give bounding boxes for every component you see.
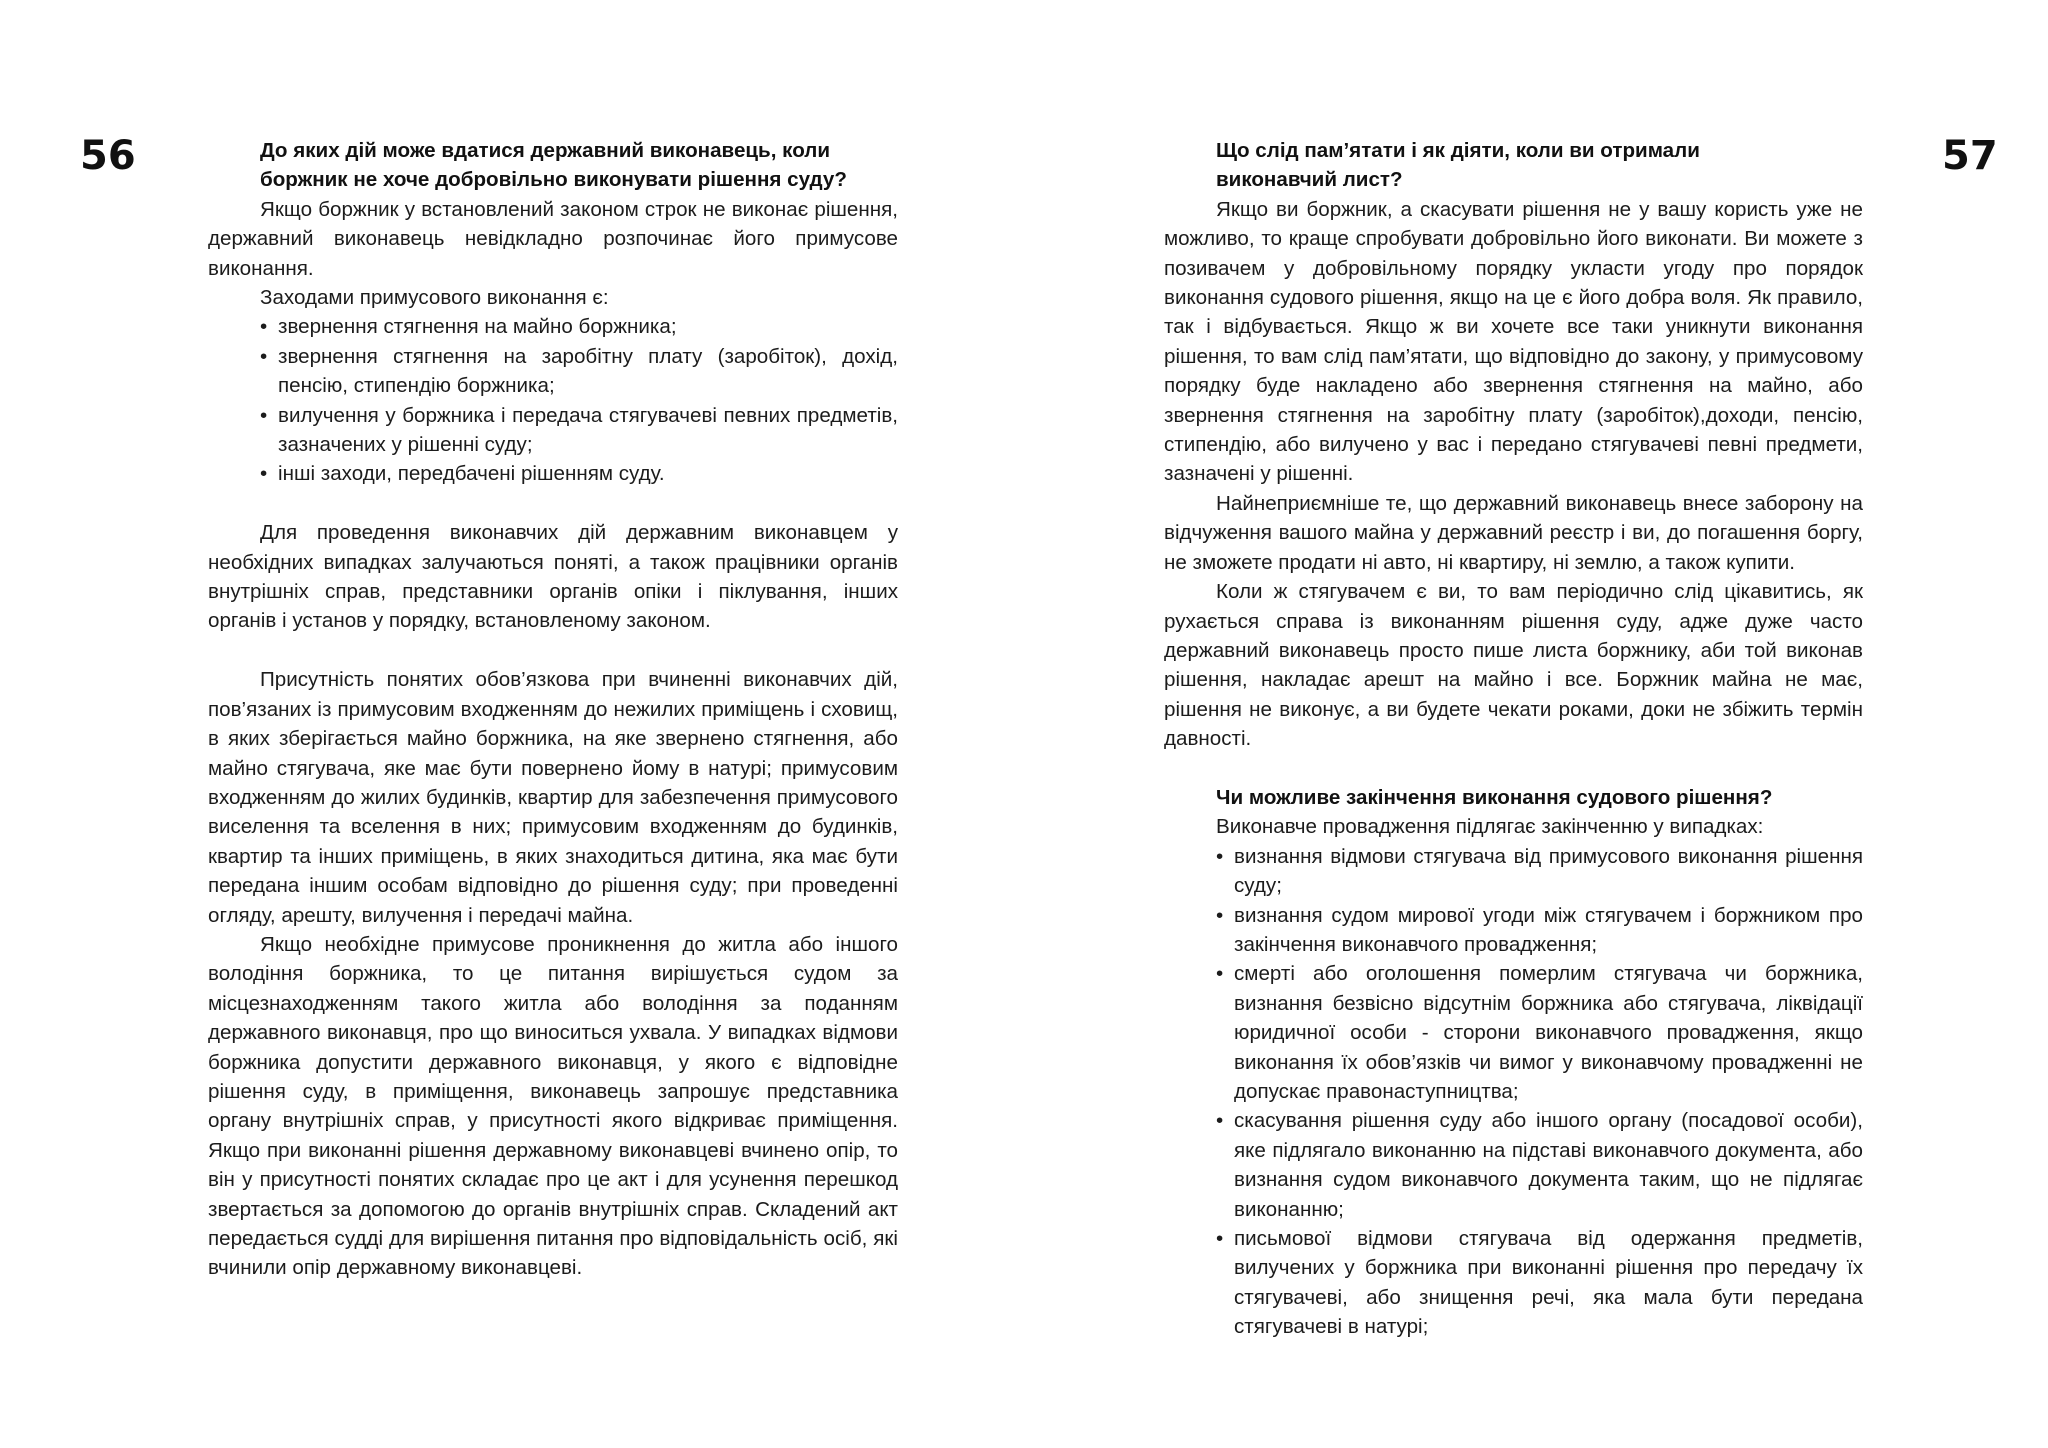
paragraph-debtor: Якщо ви боржник, а скасувати рішення не у вашу користь уже не можливо, то краще спробувати добровільно його виконати. Ви можете з позивачем у добровільному порядку укласти угоду про порядок виконання судового рішення, якщо на це є його добра воля. Як правило, так і відбувається. Якщо ж ви хочете все таки уникнути виконання рішення, то вам слід пам’ятати, що відповідно до закону, у примусовому порядку буде накладено або звернення стягнення на майно, або звернення стягнення на заробітну плату (заробіток),доходи, пенсію, стипендію, або вилучено у вас і передано стягувачеві певні предмети, зазначені у рішенні. xyxy=(1164,197,1863,486)
bullet-icon: • xyxy=(1216,1109,1224,1133)
list-item: • письмової відмови стягувача від одержання предметів, вилучених у боржника при виконанні рішення про передачу їх стягувачеві, або знищення речі, яка мала бути передана стягувачеві в натурі; xyxy=(1216,1224,1863,1342)
bullet-icon: • xyxy=(1216,903,1224,927)
paragraph-intro: Якщо боржник у встановлений законом строк не виконає рішення, державний виконавець невідкладно розпочинає його примусове виконання. xyxy=(208,197,898,280)
paragraph-presence: Присутність понятих обов’язкова при вчиненні виконавчих дій, пов’язаних із примусовим входженням до нежилих приміщень і сховищ, в яких зберігається майно боржника, на яке звернено стягнення, або майно стягувача, яке має бути повернено йому в натурі; примусовим входженням до жилих будинків, квартир для забезпечення примусового виселення та вселення в них; примусовим входженням до будинків, квартир та інших приміщень, в яких знаходиться дитина, яка має бути передана іншим особам відповідно до рішення суду; при проведенні огляду, арешту, вилучення і передачі майна. xyxy=(208,668,898,927)
list-item: • звернення стягнення на майно боржника; xyxy=(260,312,898,341)
paragraph-witnesses: Для проведення виконавчих дій державним виконавцем у необхідних випадках залучаються поняті, а також працівники органів внутрішніх справ, представники органів опіки і піклування, інших органів і установ у порядку, встановленому законом. xyxy=(208,521,898,633)
section-heading-line: виконавчий лист? xyxy=(1216,168,1403,192)
list-item: • визнання судом мирової угоди між стягувачем і боржником про закінчення виконавчого провадження; xyxy=(1216,901,1863,960)
bullet-icon: • xyxy=(1216,1227,1224,1251)
left-page-column xyxy=(208,136,898,1283)
section-heading-line: Що слід пам’ятати і як діяти, коли ви отримали xyxy=(1216,139,1700,162)
page-number-left: 56 xyxy=(80,133,136,179)
list-item: • визнання відмови стягувача від примусового виконання рішення суду; xyxy=(1216,842,1863,901)
measures-list xyxy=(208,312,898,488)
list-item: • смерті або оголошення померлим стягувача чи боржника, визнання безвісно відсутнім боржника або стягувача, ліквідації юридичної особи - сторони виконавчого провадження, якщо виконання їх обов’язків чи вимог у виконавчому провадженні не допускає правонаступництва; xyxy=(1216,959,1863,1106)
bullet-icon: • xyxy=(1216,844,1224,868)
cases-list xyxy=(1164,842,1863,1342)
paragraph-entry: Якщо необхідне примусове проникнення до житла або іншого володіння боржника, то це питання вирішується судом за місцезнаходженням такого житла або володіння за поданням державного виконавця, про що виноситься ухвала. У випадках відмови боржника допустити державного виконавця, у якого є відповідне рішення суду, в приміщення, виконавець запрошує представника органу внутрішніх справ, у присутності якого відкриває приміщення. Якщо при виконанні рішення державному виконавцеві вчинено опір, то він у присутності понятих складає про це акт і для усунення перешкод звертається за допомогою до органів внутрішніх справ. Складений акт передається судді для вирішення питання про відповідальність осіб, які вчинили опір державному виконавцеві. xyxy=(208,932,898,1280)
cases-label: Виконавче провадження підлягає закінченню у випадках: xyxy=(1216,815,1764,839)
section-heading-line: До яких дій може вдатися державний виконавець, коли xyxy=(260,139,831,162)
page-number-right: 57 xyxy=(1942,133,1998,179)
measures-label: Заходами примусового виконання є: xyxy=(260,286,609,310)
section-heading-line: боржник не хоче добровільно виконувати рішення суду? xyxy=(260,168,847,192)
paragraph-unpleasant: Найнеприємніше те, що державний виконавець внесе заборону на відчуження вашого майна у державний реєстр і ви, до погашення боргу, не зможете продати ні авто, ні квартиру, ні землю, а також купити. xyxy=(1164,491,1863,574)
section-heading-2: Чи можливе закінчення виконання судового рішення? xyxy=(1216,785,1773,809)
list-item: • звернення стягнення на заробітну плату (заробіток), дохід, пенсію, стипендію боржника; xyxy=(260,342,898,401)
bullet-icon: • xyxy=(1216,962,1224,986)
bullet-icon: • xyxy=(260,344,268,368)
list-item: • скасування рішення суду або іншого органу (посадової особи), яке підлягало виконанню на підставі виконавчого документа, або визнання судом виконавчого документа таким, що не підлягає виконанню; xyxy=(1216,1106,1863,1224)
bullet-icon: • xyxy=(260,462,268,486)
bullet-icon: • xyxy=(260,315,268,339)
paragraph-creditor: Коли ж стягувачем є ви, то вам періодично слід цікавитись, як рухається справа із виконанням рішення суду, адже дуже часто державний виконавець просто пише листа боржнику, аби той виконав рішення, накладає арешт на майно і все. Боржник майна не має, рішення не виконує, а ви будете чекати роками, доки не збіжить термін давності. xyxy=(1164,580,1863,751)
bullet-icon: • xyxy=(260,403,268,427)
list-item: • інші заходи, передбачені рішенням суду. xyxy=(260,459,898,488)
list-item: • вилучення у боржника і передача стягувачеві певних предметів, зазначених у рішенні суду; xyxy=(260,401,898,460)
right-page-column xyxy=(1164,136,1863,1342)
